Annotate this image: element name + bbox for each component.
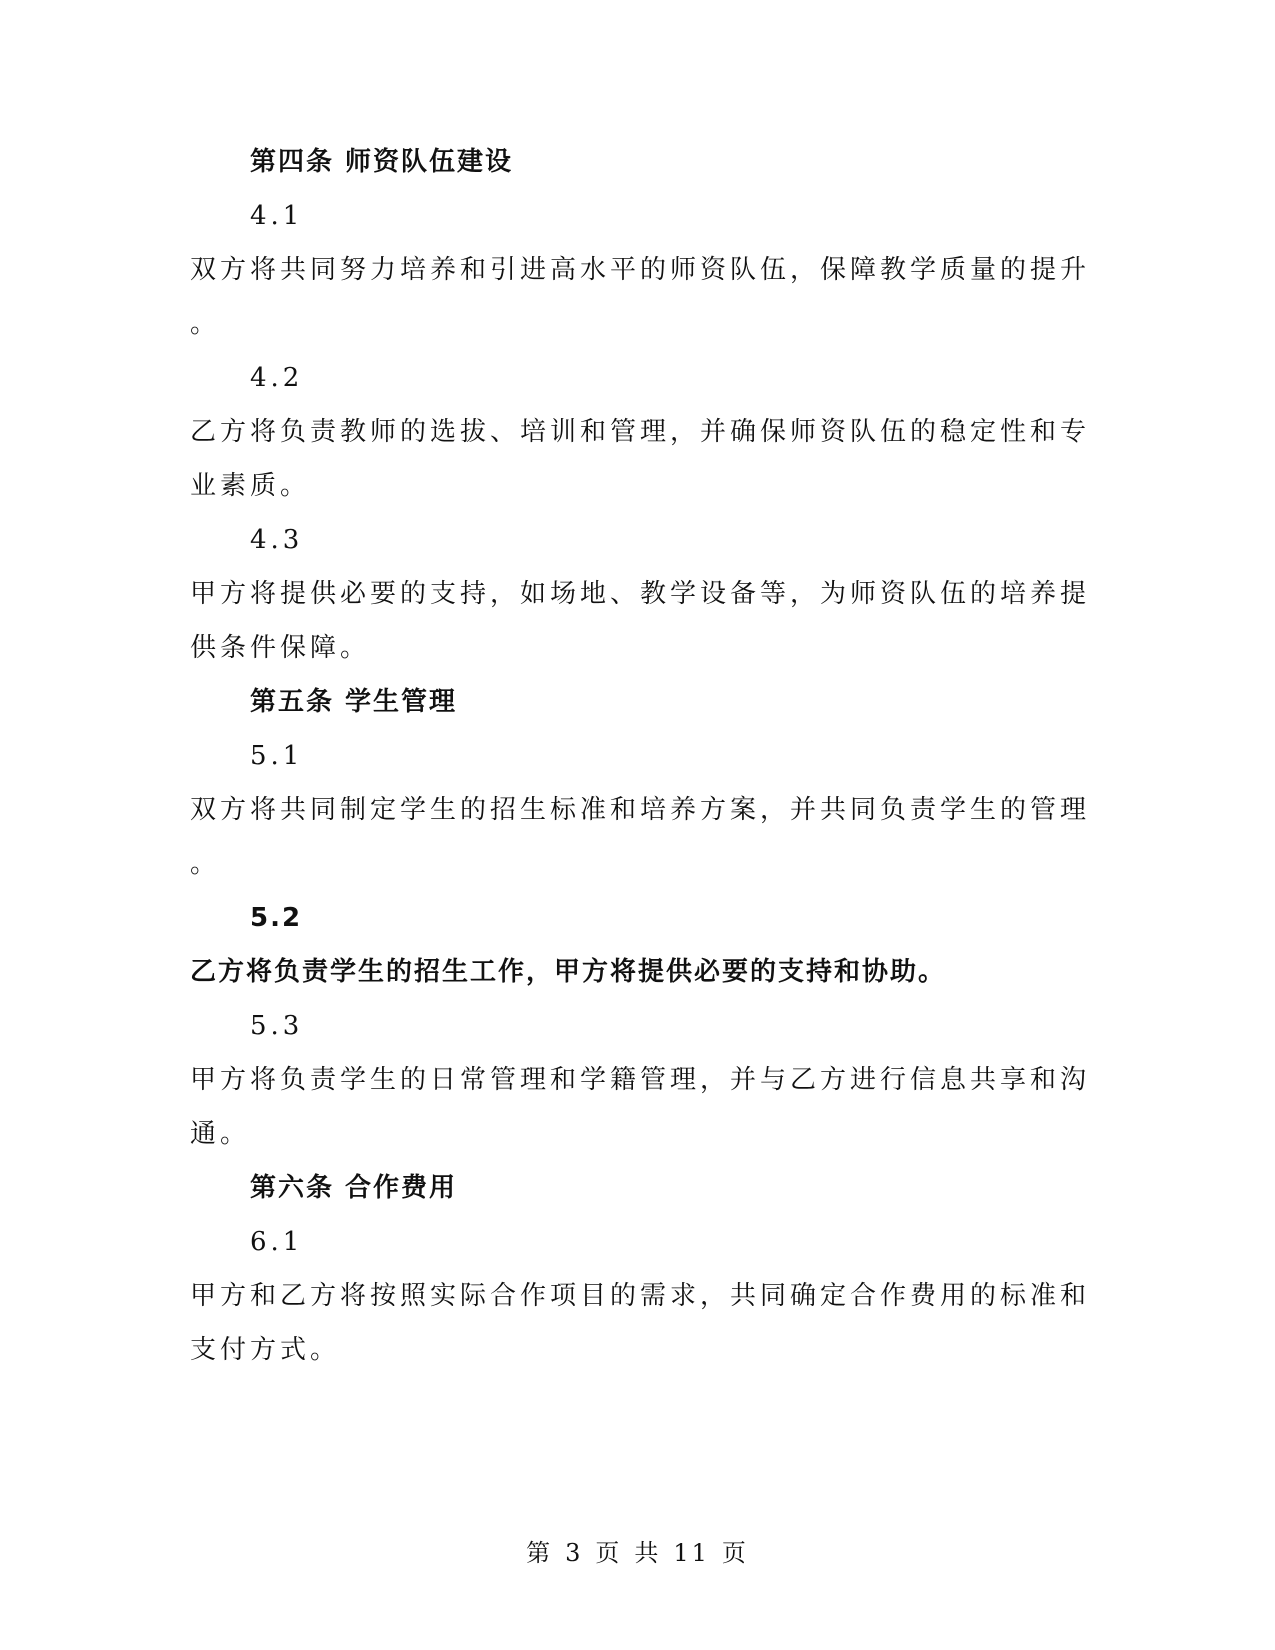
footer-current-page: 3 [565,1539,584,1567]
clause-5-1-text-line-2: 。 [190,849,221,879]
clause-5-2-text-line-1: 乙方将负责学生的招生工作，甲方将提供必要的支持和协助。 [190,957,947,987]
footer-total-prefix: 共 [634,1539,662,1567]
clause-4-2-text-line-2: 业素质。 [190,471,311,501]
clause-6-1-text-line-2: 支付方式。 [190,1335,341,1365]
footer-page-label: 页 [595,1539,623,1567]
footer-prefix: 第 [526,1539,554,1567]
clause-5-1-text-line-1: 双方将共同制定学生的招生标准和培养方案，并共同负责学生的管理 [190,795,1091,825]
article-5-title: 第五条 学生管理 [250,687,458,717]
footer-total-pages: 11 [673,1539,710,1567]
clause-4-1-text-line-1: 双方将共同努力培养和引进高水平的师资队伍，保障教学质量的提升 [190,255,1091,285]
clause-4-2-text-line-1: 乙方将负责教师的选拔、培训和管理，并确保师资队伍的稳定性和专 [190,417,1091,447]
clause-6-1-text-line-1: 甲方和乙方将按照实际合作项目的需求，共同确定合作费用的标准和 [190,1281,1091,1311]
footer-total-label: 页 [721,1539,749,1567]
clause-5-3-number: 5.3 [250,1011,304,1041]
article-6-title: 第六条 合作费用 [250,1173,458,1203]
clause-4-1-text-line-2: 。 [190,309,221,339]
page-footer [0,1538,1275,1568]
clause-4-1-number: 4.1 [250,201,304,231]
clause-5-1-number: 5.1 [250,741,304,771]
clause-4-3-text-line-2: 供条件保障。 [190,633,371,663]
clause-4-3-number: 4.3 [250,525,304,555]
clause-5-3-text-line-2: 通。 [190,1119,251,1149]
clause-5-2-number: 5.2 [250,903,303,933]
clause-4-2-number: 4.2 [250,363,304,393]
clause-6-1-number: 6.1 [250,1227,304,1257]
article-4-title: 第四条 师资队伍建设 [250,147,514,177]
clause-5-3-text-line-1: 甲方将负责学生的日常管理和学籍管理，并与乙方进行信息共享和沟 [190,1065,1091,1095]
clause-4-3-text-line-1: 甲方将提供必要的支持，如场地、教学设备等，为师资队伍的培养提 [190,579,1091,609]
